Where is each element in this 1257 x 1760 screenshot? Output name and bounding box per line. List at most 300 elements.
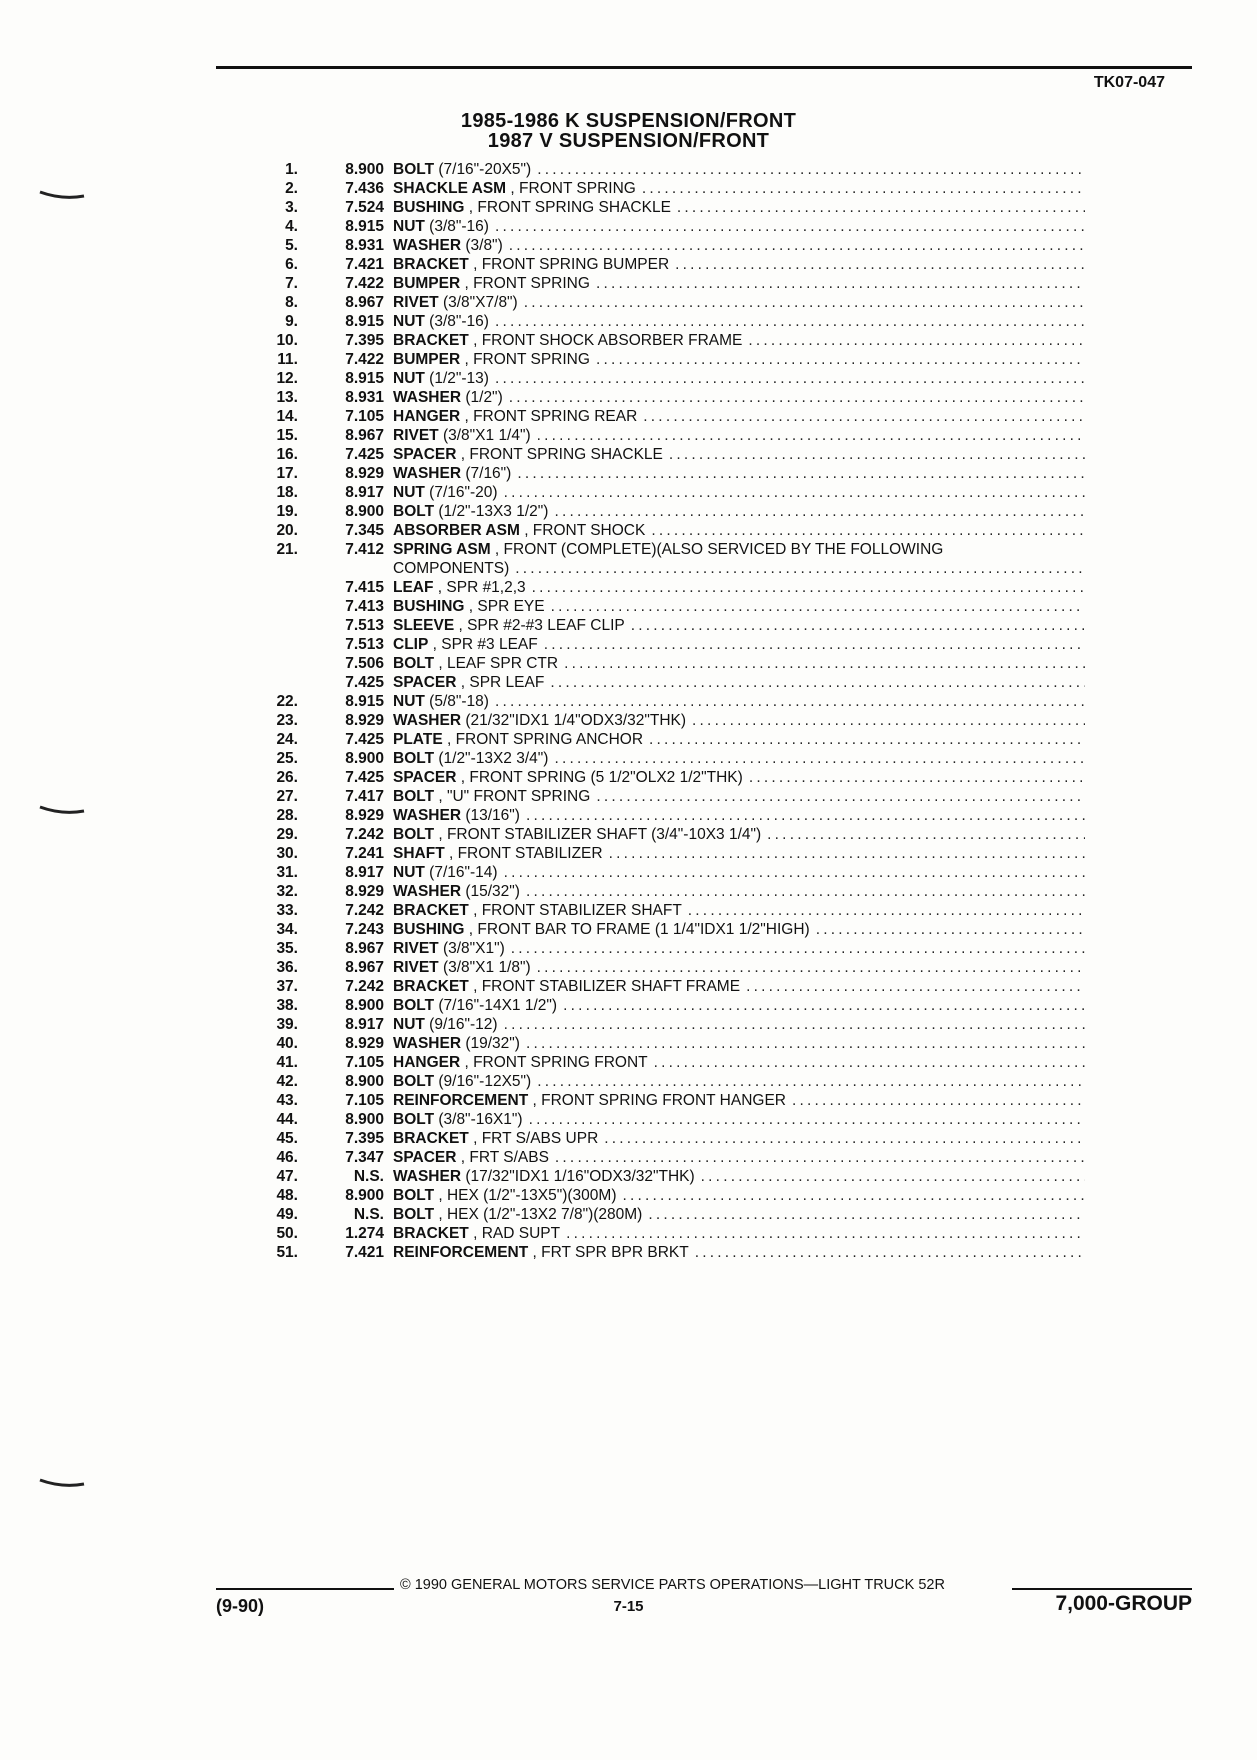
part-description	[393, 1034, 1085, 1053]
leader-dots	[816, 920, 1085, 939]
part-description	[393, 217, 1085, 236]
part-detail: (1/2")	[461, 389, 503, 406]
group-number: 7.242	[345, 826, 384, 843]
group-number: 8.900	[345, 161, 384, 178]
part-name: NUT	[393, 484, 425, 501]
parts-row	[240, 692, 1085, 711]
part-description	[393, 388, 1085, 407]
leader-dots	[550, 673, 1085, 692]
group-number: 7.413	[345, 598, 384, 615]
part-name: REINFORCEMENT	[393, 1244, 529, 1261]
leader-dots	[537, 160, 1085, 179]
part-detail: , SPR #2-#3 LEAF CLIP	[454, 617, 625, 634]
group-number: 8.917	[345, 484, 384, 501]
part-detail: (3/8"X1")	[438, 940, 505, 957]
part-description	[393, 369, 1085, 388]
parts-row	[240, 160, 1085, 179]
parts-row	[240, 331, 1085, 350]
part-name: SPACER	[393, 674, 457, 691]
part-description	[393, 426, 1085, 445]
item-number: 5.	[285, 237, 298, 254]
item-number: 35.	[276, 940, 298, 957]
group-number: 8.929	[345, 712, 384, 729]
part-name: SPACER	[393, 1149, 457, 1166]
group-label: 7,000-GROUP	[1055, 1592, 1192, 1615]
parts-row	[240, 749, 1085, 768]
part-detail: (3/8"-16)	[424, 218, 489, 235]
part-detail: , HEX (1/2"-13X2 7/8")(280M)	[434, 1206, 643, 1223]
leader-dots	[511, 939, 1085, 958]
leader-dots	[622, 1186, 1085, 1205]
parts-row	[240, 977, 1085, 996]
part-detail: , FRT SPR BPR BRKT	[528, 1244, 689, 1261]
item-number: 40.	[276, 1035, 298, 1052]
leader-dots	[651, 521, 1085, 540]
part-detail: , SPR #1,2,3	[433, 579, 526, 596]
part-description	[393, 977, 1085, 996]
part-detail: (3/8"X7/8")	[438, 294, 518, 311]
part-detail: (9/16"-12X5")	[434, 1073, 532, 1090]
part-name: HANGER	[393, 1054, 461, 1071]
part-description	[393, 1110, 1085, 1129]
part-description	[393, 806, 1085, 825]
group-number: 7.422	[345, 351, 384, 368]
item-number: 45.	[276, 1130, 298, 1147]
item-number: 14.	[276, 408, 298, 425]
part-detail: , FRONT SPRING	[460, 351, 590, 368]
item-number: 33.	[276, 902, 298, 919]
part-detail: (3/8")	[461, 237, 503, 254]
part-description	[393, 901, 1085, 920]
part-description	[393, 331, 1085, 350]
part-name: WASHER	[393, 807, 462, 824]
group-number: 7.395	[345, 332, 384, 349]
part-description	[393, 1205, 1085, 1224]
part-detail: (7/16"-14)	[424, 864, 498, 881]
leader-dots	[555, 1148, 1085, 1167]
group-number: 8.900	[345, 997, 384, 1014]
part-detail: (3/8"-16)	[424, 313, 489, 330]
parts-row	[240, 540, 1085, 578]
item-number: 47.	[276, 1168, 298, 1185]
part-description	[393, 1186, 1085, 1205]
leader-dots	[749, 768, 1085, 787]
revision-date: (9-90)	[216, 1596, 265, 1616]
leader-dots	[526, 882, 1085, 901]
leader-dots	[654, 1053, 1085, 1072]
part-description	[393, 939, 1085, 958]
parts-row	[240, 350, 1085, 369]
part-name: BUSHING	[393, 199, 465, 216]
part-detail: , FRT S/ABS UPR	[468, 1130, 599, 1147]
part-detail: , SPR #3 LEAF	[428, 636, 538, 653]
item-number: 32.	[276, 883, 298, 900]
part-description	[393, 350, 1085, 369]
parts-row	[240, 787, 1085, 806]
group-number: 8.931	[345, 389, 384, 406]
binder-hole-mark-icon	[38, 1478, 86, 1488]
part-name: BOLT	[393, 826, 435, 843]
part-name: BOLT	[393, 788, 435, 805]
leader-dots	[495, 312, 1085, 331]
part-detail: , FRONT SPRING SHACKLE	[456, 446, 663, 463]
item-number: 1.	[285, 161, 298, 178]
part-name: SPACER	[393, 446, 457, 463]
parts-row	[240, 521, 1085, 540]
part-description	[393, 1072, 1085, 1091]
group-number: 7.241	[345, 845, 384, 862]
item-number	[240, 597, 298, 616]
group-number: 7.242	[345, 978, 384, 995]
leader-dots	[504, 483, 1085, 502]
part-name: SHAFT	[393, 845, 445, 862]
parts-row	[240, 806, 1085, 825]
parts-row	[240, 939, 1085, 958]
parts-row	[240, 1129, 1085, 1148]
parts-row	[240, 1110, 1085, 1129]
leader-dots	[529, 1110, 1085, 1129]
parts-row	[240, 1015, 1085, 1034]
part-description	[393, 692, 1085, 711]
part-description	[393, 521, 1085, 540]
leader-dots	[544, 635, 1085, 654]
group-number: 7.395	[345, 1130, 384, 1147]
parts-row	[240, 901, 1085, 920]
group-number: 8.900	[345, 503, 384, 520]
part-detail: , FRONT (COMPLETE)(ALSO SERVICED BY THE FOLLOWING	[490, 541, 944, 558]
page-number: 7-15	[613, 1598, 644, 1615]
item-number	[240, 616, 298, 635]
group-number: 7.105	[345, 408, 384, 425]
leader-dots	[537, 1072, 1085, 1091]
part-description	[393, 635, 1085, 654]
leader-dots	[526, 1034, 1085, 1053]
part-description	[393, 958, 1085, 977]
parts-row	[240, 825, 1085, 844]
part-name: NUT	[393, 693, 425, 710]
part-description	[393, 1091, 1085, 1110]
parts-row	[240, 255, 1085, 274]
leader-dots	[596, 274, 1085, 293]
part-name: WASHER	[393, 1168, 462, 1185]
group-number: 8.917	[345, 1016, 384, 1033]
item-number: 23.	[276, 712, 298, 729]
parts-row	[240, 369, 1085, 388]
item-number: 43.	[276, 1092, 298, 1109]
leader-dots	[675, 255, 1085, 274]
part-description	[393, 1224, 1085, 1243]
part-name: BRACKET	[393, 1130, 469, 1147]
part-name: LEAF	[393, 579, 434, 596]
leader-dots	[524, 293, 1085, 312]
item-number: 9.	[285, 313, 298, 330]
parts-row	[240, 863, 1085, 882]
parts-row	[240, 217, 1085, 236]
group-number: 8.915	[345, 693, 384, 710]
group-number: 7.425	[345, 674, 384, 691]
parts-row	[240, 1034, 1085, 1053]
part-detail: , FRONT SPRING	[506, 180, 636, 197]
part-detail: , FRONT STABILIZER SHAFT FRAME	[468, 978, 741, 995]
item-number: 18.	[276, 484, 298, 501]
item-number: 6.	[285, 256, 298, 273]
part-name: RIVET	[393, 959, 439, 976]
part-name: NUT	[393, 370, 425, 387]
page-title-line-2: 1987 V SUSPENSION/FRONT	[487, 130, 770, 152]
part-description	[393, 179, 1085, 198]
leader-dots	[701, 1167, 1085, 1186]
part-name: BOLT	[393, 997, 435, 1014]
leader-dots	[648, 1205, 1085, 1224]
parts-row	[240, 445, 1085, 464]
item-number: 2.	[285, 180, 298, 197]
part-description	[393, 160, 1085, 179]
part-description	[393, 236, 1085, 255]
part-name: NUT	[393, 313, 425, 330]
parts-row	[240, 768, 1085, 787]
part-detail: , FRONT SPRING ANCHOR	[442, 731, 644, 748]
parts-row	[240, 711, 1085, 730]
parts-row	[240, 616, 1085, 635]
parts-row	[240, 1224, 1085, 1243]
item-number: 48.	[276, 1187, 298, 1204]
parts-row	[240, 730, 1085, 749]
part-name: BOLT	[393, 503, 435, 520]
group-number: 8.929	[345, 807, 384, 824]
part-description	[393, 768, 1085, 787]
item-number	[240, 635, 298, 654]
item-number: 15.	[276, 427, 298, 444]
part-detail: , HEX (1/2"-13X5")(300M)	[434, 1187, 617, 1204]
item-number: 27.	[276, 788, 298, 805]
part-detail: , SPR LEAF	[456, 674, 545, 691]
part-detail-continued: COMPONENTS)	[393, 560, 510, 577]
part-detail: , FRONT STABILIZER SHAFT (3/4"-10X3 1/4")	[434, 826, 762, 843]
group-number: 8.929	[345, 883, 384, 900]
leader-dots	[554, 749, 1085, 768]
group-number: 7.506	[345, 655, 384, 672]
part-description	[393, 578, 1085, 597]
leader-dots	[695, 1243, 1085, 1262]
item-number: 19.	[276, 503, 298, 520]
parts-list	[240, 160, 1085, 1262]
part-detail: , RAD SUPT	[468, 1225, 561, 1242]
item-number: 17.	[276, 465, 298, 482]
item-number: 28.	[276, 807, 298, 824]
part-name: HANGER	[393, 408, 461, 425]
leader-dots	[504, 863, 1085, 882]
item-number: 13.	[276, 389, 298, 406]
group-number: 7.415	[345, 579, 384, 596]
item-number: 10.	[276, 332, 298, 349]
parts-row	[240, 1053, 1085, 1072]
part-description	[393, 293, 1085, 312]
item-number: 37.	[276, 978, 298, 995]
group-number: 7.242	[345, 902, 384, 919]
leader-dots	[554, 502, 1085, 521]
parts-row	[240, 654, 1085, 673]
item-number: 16.	[276, 446, 298, 463]
part-name: ABSORBER ASM	[393, 522, 520, 539]
leader-dots	[748, 331, 1085, 350]
group-number: 7.436	[345, 180, 384, 197]
footer-rule-right	[1012, 1588, 1192, 1590]
item-number: 8.	[285, 294, 298, 311]
group-number: 8.967	[345, 427, 384, 444]
part-name: SHACKLE ASM	[393, 180, 507, 197]
parts-row	[240, 1167, 1085, 1186]
part-description	[393, 1053, 1085, 1072]
parts-row	[240, 464, 1085, 483]
parts-row	[240, 426, 1085, 445]
leader-dots	[688, 901, 1085, 920]
part-detail: (5/8"-18)	[424, 693, 489, 710]
copyright-notice: © 1990 GENERAL MOTORS SERVICE PARTS OPERATIONS—LIGHT TRUCK 52R	[400, 1577, 945, 1593]
part-detail: , FRONT STABILIZER	[444, 845, 603, 862]
part-name: BRACKET	[393, 1225, 469, 1242]
part-description	[393, 673, 1085, 692]
part-description	[393, 407, 1085, 426]
part-name: WASHER	[393, 1035, 462, 1052]
part-description	[393, 616, 1085, 635]
part-detail: , FRONT SPRING (5 1/2"OLX2 1/2"THK)	[456, 769, 743, 786]
part-name: BUSHING	[393, 598, 465, 615]
group-number: 8.931	[345, 237, 384, 254]
part-detail: (1/2"-13X3 1/2")	[434, 503, 549, 520]
part-name: BRACKET	[393, 902, 469, 919]
group-number: 8.915	[345, 313, 384, 330]
binder-hole-mark-icon	[38, 805, 86, 815]
part-name: WASHER	[393, 883, 462, 900]
part-description	[393, 1129, 1085, 1148]
group-number: 8.929	[345, 465, 384, 482]
part-description	[393, 1167, 1085, 1186]
item-number: 39.	[276, 1016, 298, 1033]
parts-row	[240, 958, 1085, 977]
part-description	[393, 274, 1085, 293]
parts-row	[240, 844, 1085, 863]
part-description	[393, 445, 1085, 464]
part-detail: (21/32"IDX1 1/4"ODX3/32"THK)	[461, 712, 687, 729]
group-number: 7.417	[345, 788, 384, 805]
part-name: BRACKET	[393, 978, 469, 995]
part-name: BRACKET	[393, 332, 469, 349]
part-description	[393, 825, 1085, 844]
parts-row	[240, 236, 1085, 255]
group-number: 8.967	[345, 959, 384, 976]
group-number: 8.967	[345, 294, 384, 311]
group-number: 8.915	[345, 218, 384, 235]
group-number: 8.917	[345, 864, 384, 881]
document-code: TK07-047	[1093, 74, 1165, 91]
parts-row	[240, 920, 1085, 939]
parts-row	[240, 483, 1085, 502]
leader-dots	[564, 654, 1085, 673]
part-name: NUT	[393, 864, 425, 881]
parts-row	[240, 388, 1085, 407]
group-number: 8.929	[345, 1035, 384, 1052]
part-name: WASHER	[393, 712, 462, 729]
item-number: 11.	[277, 351, 298, 368]
item-number: 4.	[285, 218, 298, 235]
parts-row	[240, 198, 1085, 217]
group-number: 7.412	[345, 541, 384, 558]
part-detail: (19/32")	[461, 1035, 520, 1052]
part-detail: , FRONT BAR TO FRAME (1 1/4"IDX1 1/2"HIGH)	[464, 921, 810, 938]
leader-dots	[495, 369, 1085, 388]
part-description	[393, 198, 1085, 217]
part-name: BUMPER	[393, 351, 461, 368]
item-number	[240, 578, 298, 597]
part-detail: (7/16")	[461, 465, 512, 482]
group-number: 8.900	[345, 750, 384, 767]
part-description	[393, 863, 1085, 882]
item-number: 20.	[276, 522, 298, 539]
group-number: 7.513	[345, 636, 384, 653]
group-number: 8.900	[345, 1073, 384, 1090]
leader-dots	[642, 179, 1085, 198]
group-number: 7.421	[345, 256, 384, 273]
part-detail: (7/16"-20X5")	[434, 161, 532, 178]
item-number: 31.	[276, 864, 298, 881]
group-number: 7.513	[345, 617, 384, 634]
group-number: 8.900	[345, 1111, 384, 1128]
leader-dots	[551, 597, 1085, 616]
item-number: 29.	[276, 826, 298, 843]
leader-dots	[631, 616, 1085, 635]
leader-dots	[746, 977, 1085, 996]
part-description	[393, 920, 1085, 939]
part-name: WASHER	[393, 389, 462, 406]
part-detail: (1/2"-13)	[424, 370, 489, 387]
parts-row	[240, 882, 1085, 901]
parts-row	[240, 293, 1085, 312]
part-detail: , FRONT SPRING FRONT	[460, 1054, 648, 1071]
part-detail: , FRT S/ABS	[456, 1149, 549, 1166]
part-name: BOLT	[393, 1111, 435, 1128]
item-number: 3.	[285, 199, 298, 216]
parts-row	[240, 407, 1085, 426]
part-name: BOLT	[393, 1187, 435, 1204]
parts-row	[240, 1186, 1085, 1205]
leader-dots	[509, 388, 1085, 407]
leader-dots	[677, 198, 1085, 217]
part-name: RIVET	[393, 294, 439, 311]
part-description	[393, 844, 1085, 863]
part-name: RIVET	[393, 427, 439, 444]
parts-row	[240, 179, 1085, 198]
item-number: 51.	[276, 1244, 298, 1261]
part-description	[393, 749, 1085, 768]
part-name: NUT	[393, 218, 425, 235]
item-number: 12.	[276, 370, 298, 387]
part-detail: , FRONT SPRING	[460, 275, 590, 292]
part-name: BOLT	[393, 655, 435, 672]
leader-dots	[509, 236, 1085, 255]
group-number: 1.274	[345, 1225, 384, 1242]
part-description	[393, 312, 1085, 331]
parts-row	[240, 597, 1085, 616]
part-detail: (3/8"X1 1/4")	[438, 427, 531, 444]
part-name: BOLT	[393, 750, 435, 767]
part-detail: , FRONT SHOCK ABSORBER FRAME	[468, 332, 743, 349]
leader-dots	[596, 350, 1085, 369]
top-rule	[216, 66, 1192, 69]
item-number: 25.	[276, 750, 298, 767]
group-number: 7.425	[345, 769, 384, 786]
item-number: 42.	[276, 1073, 298, 1090]
leader-dots	[649, 730, 1085, 749]
